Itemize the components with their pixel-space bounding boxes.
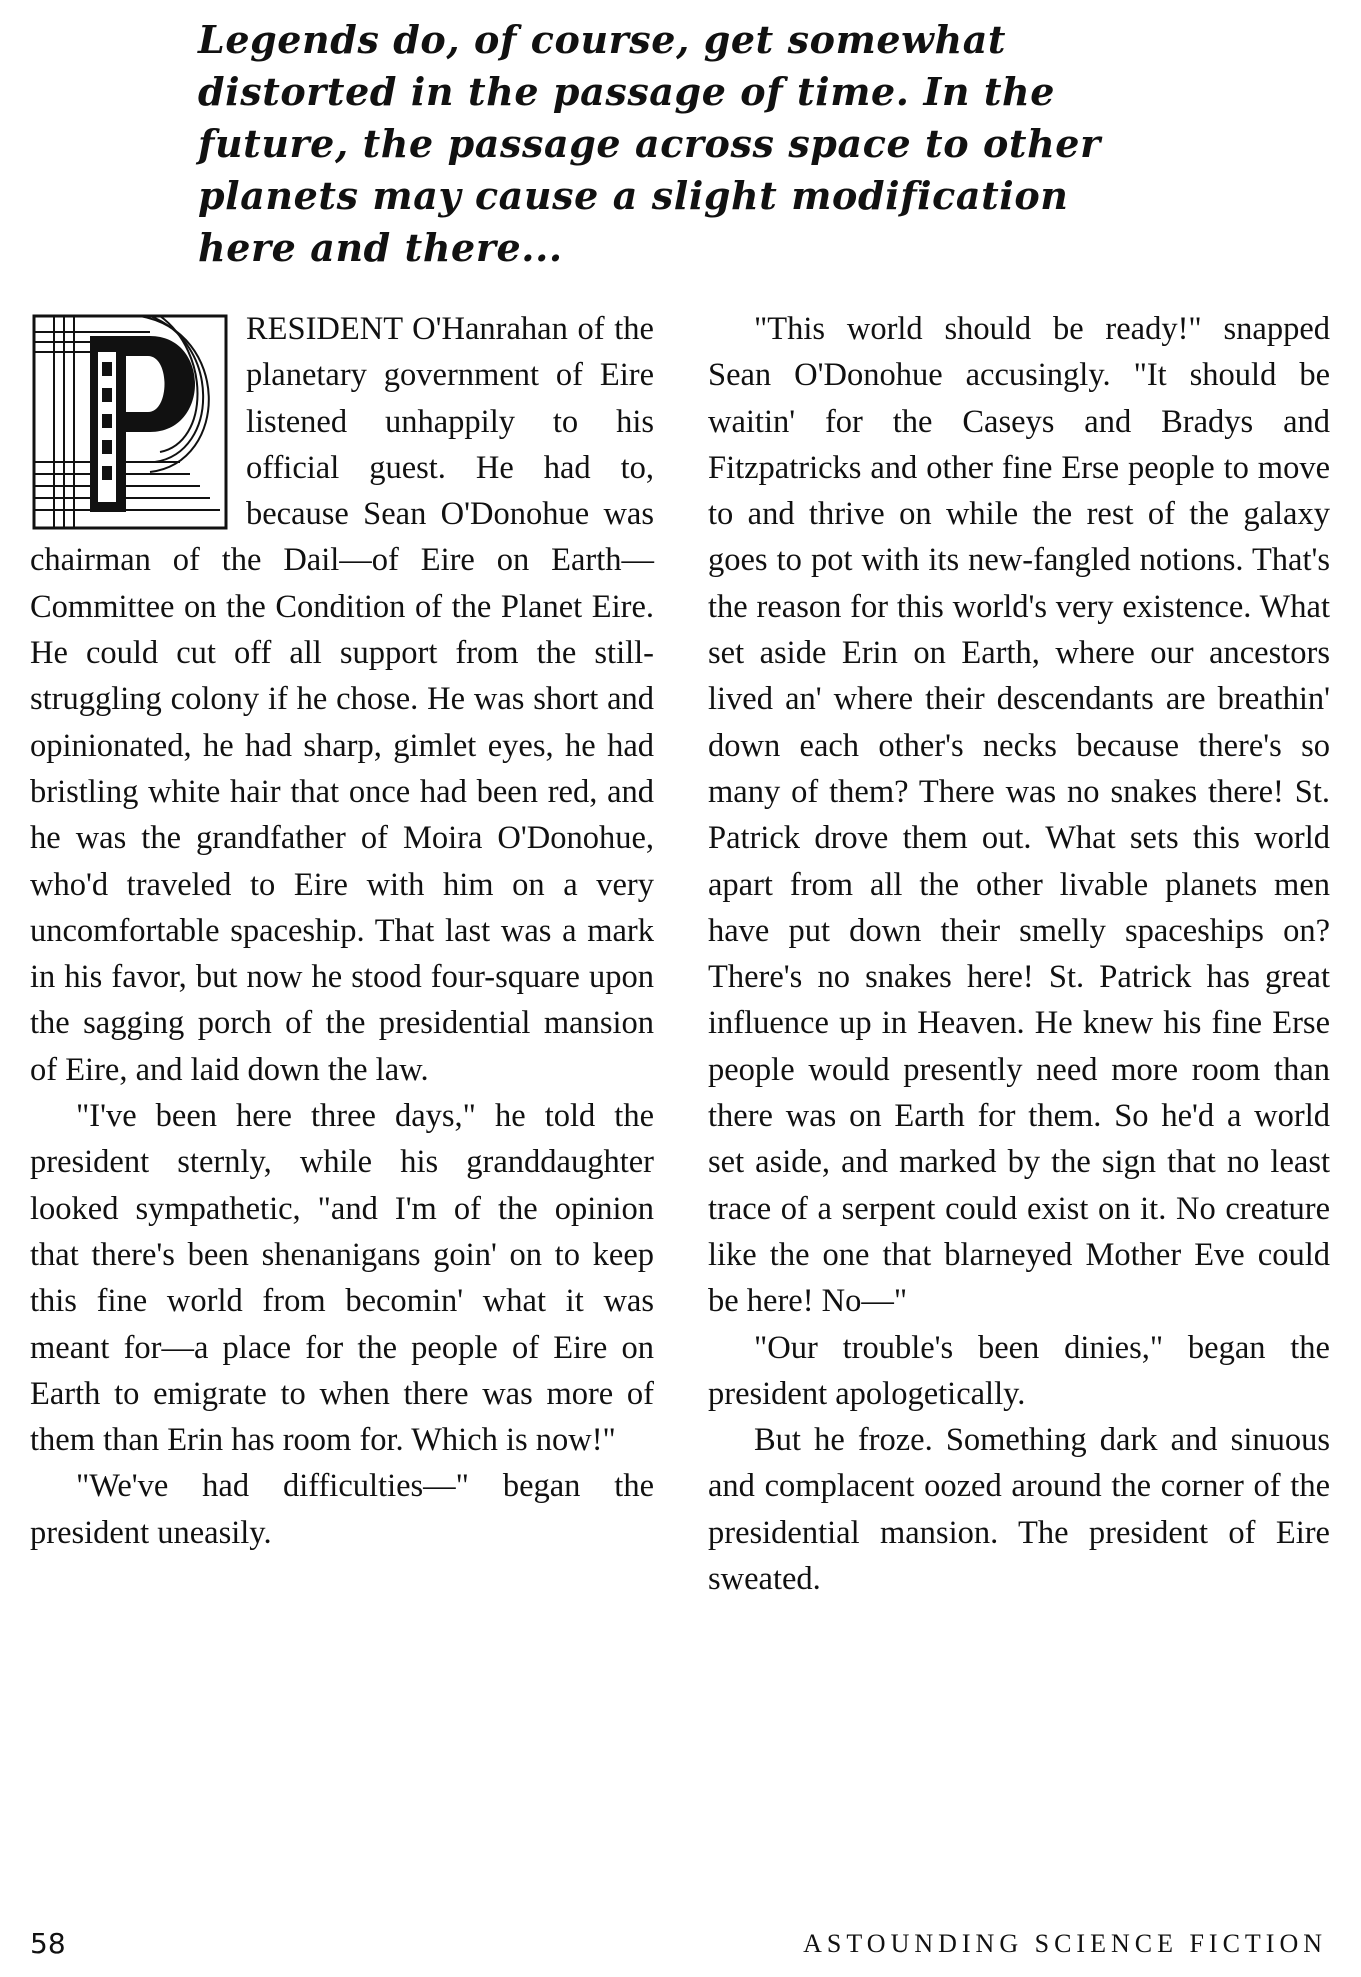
paragraph: "Our trouble's been dinies," began the president apologetically. [708,1329,1330,1412]
drop-cap-p-ornament [30,312,230,532]
paragraph: RESIDENT O'Hanrahan of the planetary government of Eire listened unhappily to his official guest. He had to, because Sean O'Donohue was chairman of the Dail—of Eire on Earth—Committee on the Condition of the Planet Eire. He could cut off all support from the still-struggling colony if he chose. He was short and opinionated, he had sharp, gimlet eyes, he had bristling white hair that once had been red, and he was the grandfather of Moira O'Donohue, who'd traveled to Eire with him on a very uncomfortable spaceship. That last was a mark in his favor, but now he stood four-square upon the sagging porch of the presidential mansion of Eire, and laid down the law. [30,311,654,1088]
paragraph: "We've had difficulties—" began the president uneasily. [30,1468,654,1551]
paragraph: But he froze. Something dark and sinuous and complacent oozed around the corner of the presidential mansion. The president of Eire sweated. [708,1422,1330,1598]
intro-blurb: Legends do, of course, get somewhat distorted in the passage of time. In the future, the passage across space to other planets may cause a slight modification here and there... [198,17,1101,270]
page-number: 58 [30,1927,66,1960]
paragraph: "This world should be ready!" snapped Sean O'Donohue accusingly. "It should be waitin' for the Caseys and Bradys and Fitzpatricks and other fine Erse people to move to and thrive on while the rest of the galaxy goes to pot with its new-fangled notions. That's the reason for this world's very existence. What set aside Erin on Earth, where our ancestors lived an' where their descendants are breathin' down each other's necks because there's so many of them? There was no snakes there! St. Patrick drove them out. What sets this world apart from all the other livable planets men have put down their smelly spaceships on? There's no snakes here! St. Patrick has great influence up in Heaven. He knew his fine Erse people would presently need more room than there was on Earth for them. So he'd a world set aside, and marked by the sign that no least trace of a serpent could exist on it. No creature like the one that blarneyed Mother Eve could be here! No—" [708,311,1330,1320]
right-column [708,306,1330,1602]
paragraph: "I've been here three days," he told the president sternly, while his granddaughter looked sympathetic, "and I'm of the opinion that there's been shenanigans goin' on to keep this fine world from becomin' what it was meant for—a place for the people of Eire on Earth to emigrate to when there was more of them than Erin has room for. Which is now!" [30,1098,654,1459]
left-column [30,306,654,1556]
magazine-title: ASTOUNDING SCIENCE FICTION [803,1929,1327,1958]
